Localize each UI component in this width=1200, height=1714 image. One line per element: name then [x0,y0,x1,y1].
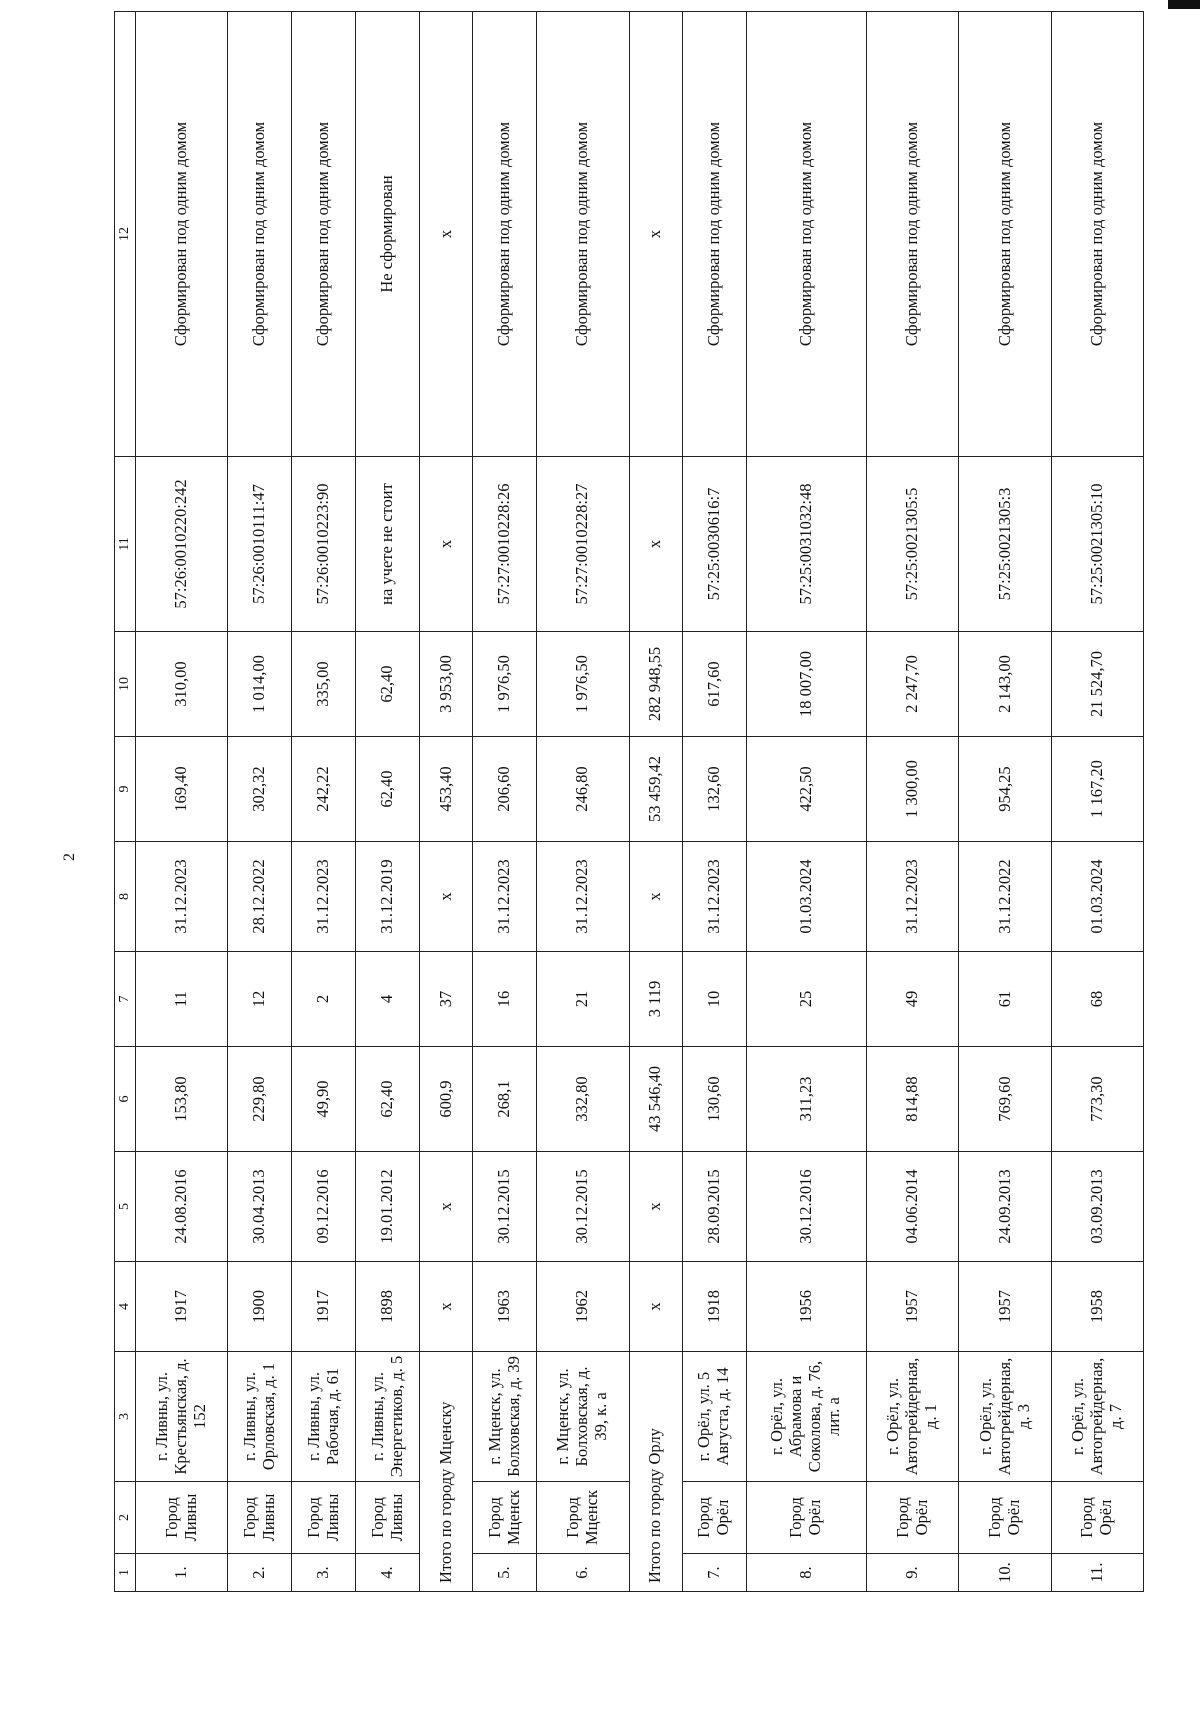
table-cell: Сформирован под одним домом [473,12,537,457]
table-row [292,12,356,1592]
table-cell: 311,23 [746,1047,867,1152]
total-cell: x [420,842,473,952]
table-cell: Сформирован под одним домом [1051,12,1143,457]
table-row [682,12,746,1592]
total-cell: 3 119 [629,952,682,1047]
total-cell: x [629,1262,682,1352]
table-cell: 18 007,00 [746,632,867,737]
table-cell: 1957 [867,1262,959,1352]
table-cell: 62,40 [356,737,420,842]
table-cell: на учете не стоит [356,457,420,632]
total-cell: 43 546,40 [629,1047,682,1152]
table-cell: 1898 [356,1262,420,1352]
table-cell: Город Ливны [292,1482,356,1554]
table-cell: 62,40 [356,632,420,737]
table-cell: 01.03.2024 [746,842,867,952]
table-cell: 2 [292,952,356,1047]
table-cell: Сформирован под одним домом [228,12,292,457]
total-cell: x [629,12,682,457]
table-cell: г. Орёл, ул. Автогрейдерная, д. 3 [959,1352,1051,1482]
table-cell: 3. [292,1554,356,1592]
table-cell: 814,88 [867,1047,959,1152]
table-cell: 28.09.2015 [682,1152,746,1262]
table-cell: 31.12.2023 [136,842,228,952]
table-cell: 30.12.2016 [746,1152,867,1262]
table-cell: Город Мценск [537,1482,629,1554]
column-number: 4 [115,1262,136,1352]
table-cell: Сформирован под одним домом [959,12,1051,457]
column-number: 3 [115,1352,136,1482]
table-cell: Сформирован под одним домом [867,12,959,457]
table-cell: Сформирован под одним домом [136,12,228,457]
table-cell: 01.03.2024 [1051,842,1143,952]
table-cell: 57:25:0031032:48 [746,457,867,632]
column-number: 2 [115,1482,136,1554]
rotated-table-container [114,112,1144,1592]
table-cell: г. Ливны, ул. Крестьянская, д. 152 [136,1352,228,1482]
header-row [115,12,136,1592]
table-cell: 1917 [136,1262,228,1352]
table-cell: 1 167,20 [1051,737,1143,842]
table-cell: 335,00 [292,632,356,737]
table-cell: 4. [356,1554,420,1592]
table-row [537,12,629,1592]
table-cell: 49 [867,952,959,1047]
table-cell: 1962 [537,1262,629,1352]
table-cell: 153,80 [136,1047,228,1152]
table-cell: 10 [682,952,746,1047]
table-cell: г. Ливны, ул. Орловская, д. 1 [228,1352,292,1482]
table-cell: 49,90 [292,1047,356,1152]
table-row [867,12,959,1592]
table-cell: Не сформирован [356,12,420,457]
table-cell: 62,40 [356,1047,420,1152]
table-cell: Город Ливны [356,1482,420,1554]
table-cell: Сформирован под одним домом [292,12,356,457]
table-cell: 57:26:0010111:47 [228,457,292,632]
table-cell: 31.12.2023 [473,842,537,952]
table-cell: 2 247,70 [867,632,959,737]
table-cell: 09.12.2016 [292,1152,356,1262]
table-cell: 57:25:0021305:3 [959,457,1051,632]
table-cell: 61 [959,952,1051,1047]
table-cell: г. Орёл, ул. Абрамова и Соколова, д. 76, лит. а [746,1352,867,1482]
column-number: 10 [115,632,136,737]
table-cell: г. Ливны, ул. Рабочая, д. 61 [292,1352,356,1482]
table-cell: Город Орёл [746,1482,867,1554]
table-cell: 332,80 [537,1047,629,1152]
table-cell: 2 143,00 [959,632,1051,737]
table-cell: 11 [136,952,228,1047]
table-cell: Сформирован под одним домом [537,12,629,457]
table-cell: Город Орёл [1051,1482,1143,1554]
table-cell: г. Мценск, ул. Болховская, д. 39 [473,1352,537,1482]
table-cell: 19.01.2012 [356,1152,420,1262]
table-cell: 31.12.2022 [959,842,1051,952]
column-number: 12 [115,12,136,457]
table-cell: 229,80 [228,1047,292,1152]
table-cell: 31.12.2023 [537,842,629,952]
table-cell: 57:25:0021305:5 [867,457,959,632]
total-cell: x [420,12,473,457]
table-cell: 169,40 [136,737,228,842]
total-cell: 600,9 [420,1047,473,1152]
total-cell: x [629,1152,682,1262]
table-cell: Сформирован под одним домом [682,12,746,457]
table-cell: 769,60 [959,1047,1051,1152]
table-cell: Город Орёл [867,1482,959,1554]
table-cell: 5. [473,1554,537,1592]
table-cell: Город Орёл [682,1482,746,1554]
table-cell: г. Орёл, ул. 5 Августа, д. 14 [682,1352,746,1482]
table-cell: 31.12.2019 [356,842,420,952]
table-cell: 954,25 [959,737,1051,842]
table-cell: 68 [1051,952,1143,1047]
housing-table [114,11,1144,1592]
column-number: 7 [115,952,136,1047]
table-cell: 10. [959,1554,1051,1592]
total-label: Итого по городу Орлу [629,1352,682,1592]
table-row [356,12,420,1592]
table-cell: 302,32 [228,737,292,842]
table-cell: 1 976,50 [473,632,537,737]
table-cell: 04.06.2014 [867,1152,959,1262]
table-cell: 25 [746,952,867,1047]
table-cell: 246,80 [537,737,629,842]
table-cell: 1. [136,1554,228,1592]
total-cell: x [420,1262,473,1352]
table-cell: Город Ливны [228,1482,292,1554]
page-number: 2 [61,853,78,861]
total-cell: 3 953,00 [420,632,473,737]
total-cell: 53 459,42 [629,737,682,842]
table-row [228,12,292,1592]
table-cell: Город Орёл [959,1482,1051,1554]
table-cell: 57:25:0021305:10 [1051,457,1143,632]
table-body [115,12,1144,1592]
table-cell: 4 [356,952,420,1047]
total-cell: x [629,842,682,952]
table-cell: 1963 [473,1262,537,1352]
table-cell: 242,22 [292,737,356,842]
column-number: 6 [115,1047,136,1152]
table-cell: 16 [473,952,537,1047]
table-cell: 1918 [682,1262,746,1352]
table-cell: 30.04.2013 [228,1152,292,1262]
table-cell: 268,1 [473,1047,537,1152]
column-number: 9 [115,737,136,842]
table-cell: 206,60 [473,737,537,842]
table-cell: 1 976,50 [537,632,629,737]
table-cell: 132,60 [682,737,746,842]
column-number: 8 [115,842,136,952]
table-cell: 7. [682,1554,746,1592]
table-cell: 8. [746,1554,867,1592]
table-cell: 21 [537,952,629,1047]
column-number: 5 [115,1152,136,1262]
table-cell: 21 524,70 [1051,632,1143,737]
table-cell: 12 [228,952,292,1047]
table-cell: 03.09.2013 [1051,1152,1143,1262]
table-cell: 1900 [228,1262,292,1352]
table-cell: 57:25:0030616:7 [682,457,746,632]
total-cell: 37 [420,952,473,1047]
total-cell: x [420,1152,473,1262]
table-row [473,12,537,1592]
total-cell: 453,40 [420,737,473,842]
table-cell: 6. [537,1554,629,1592]
table-cell: 57:27:0010228:27 [537,457,629,632]
column-number: 11 [115,457,136,632]
table-cell: 130,60 [682,1047,746,1152]
total-cell: x [629,457,682,632]
table-row [1051,12,1143,1592]
table-cell: 28.12.2022 [228,842,292,952]
column-number: 1 [115,1554,136,1592]
corner-mark [1168,0,1200,9]
table-row [959,12,1051,1592]
table-cell: 422,50 [746,737,867,842]
table-cell: 2. [228,1554,292,1592]
table-row [746,12,867,1592]
table-cell: г. Орёл, ул. Автогрейдерная, д. 1 [867,1352,959,1482]
table-cell: Сформирован под одним домом [746,12,867,457]
table-cell: 31.12.2023 [682,842,746,952]
table-cell: 1957 [959,1262,1051,1352]
table-cell: 24.09.2013 [959,1152,1051,1262]
table-cell: 1917 [292,1262,356,1352]
table-cell: 1 300,00 [867,737,959,842]
table-cell: 9. [867,1554,959,1592]
table-cell: 31.12.2023 [867,842,959,952]
table-cell: 30.12.2015 [473,1152,537,1262]
table-cell: 30.12.2015 [537,1152,629,1262]
table-cell: 31.12.2023 [292,842,356,952]
table-cell: 11. [1051,1554,1143,1592]
total-row [420,12,473,1592]
table-cell: 57:27:0010228:26 [473,457,537,632]
table-cell: 310,00 [136,632,228,737]
table-cell: г. Орёл, ул. Автогрейдерная, д. 7 [1051,1352,1143,1482]
total-cell: 282 948,55 [629,632,682,737]
table-cell: Город Мценск [473,1482,537,1554]
table-cell: г. Ливны, ул. Энергетиков, д. 5 [356,1352,420,1482]
total-label: Итого по городу Мценску [420,1352,473,1592]
table-cell: 1956 [746,1262,867,1352]
table-cell: 617,60 [682,632,746,737]
table-row [136,12,228,1592]
table-cell: 773,30 [1051,1047,1143,1152]
table-cell: 57:26:0010220:242 [136,457,228,632]
table-cell: 24.08.2016 [136,1152,228,1262]
total-cell: x [420,457,473,632]
table-cell: 1 014,00 [228,632,292,737]
table-cell: Город Ливны [136,1482,228,1554]
table-cell: 57:26:0010223:90 [292,457,356,632]
table-cell: 1958 [1051,1262,1143,1352]
table-cell: г. Мценск, ул. Болховская, д. 39, к. а [537,1352,629,1482]
total-row [629,12,682,1592]
